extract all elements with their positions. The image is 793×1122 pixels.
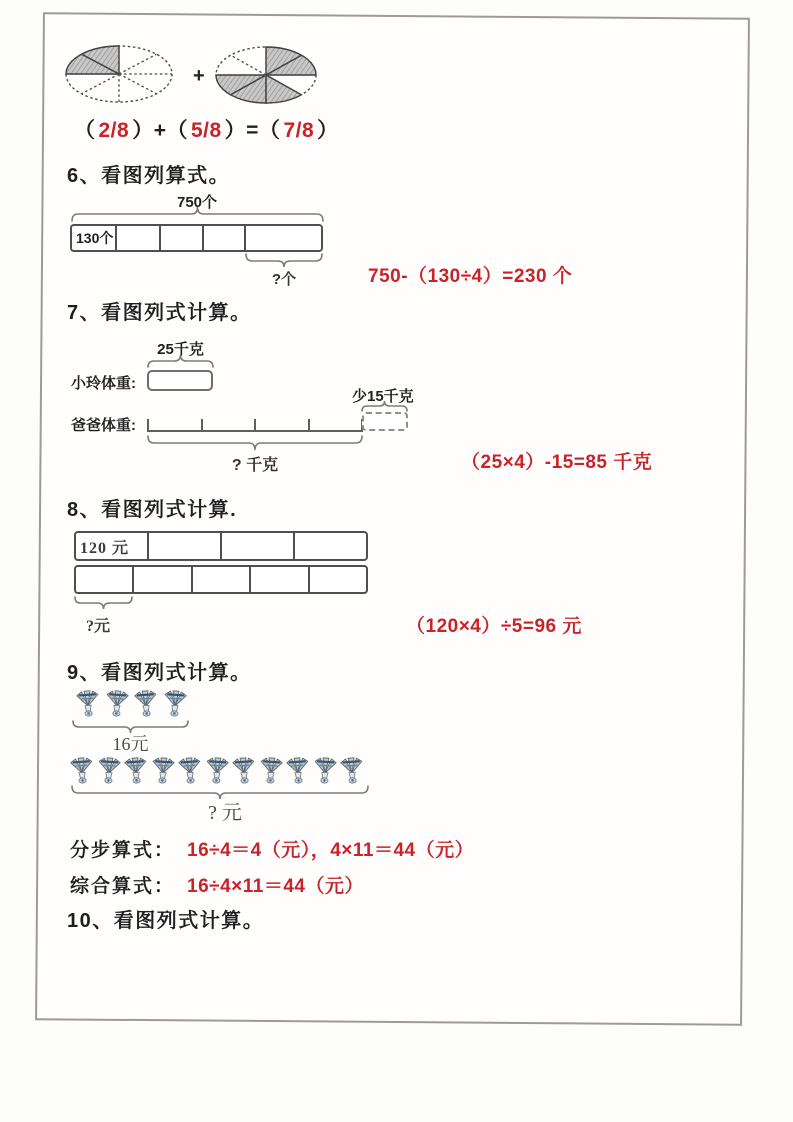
p9-combined-line (70, 871, 364, 898)
shuttlecock-icon (104, 689, 130, 721)
pie-slice-line (119, 54, 157, 74)
problem8-title: 8、看图列式计算. (67, 499, 238, 521)
shuttlecock-icon (258, 756, 284, 788)
bar-cell (251, 567, 309, 592)
p6-bottom-brace (245, 253, 323, 268)
pie-slice-line (119, 74, 157, 94)
shuttlecock-icon (75, 689, 101, 721)
p7-dad-bar (147, 419, 363, 432)
p9-row1-price: 16元 (112, 734, 149, 754)
p7-top-brace (147, 354, 214, 368)
comb-segment (201, 419, 255, 430)
fraction-2: 5/8 (190, 119, 222, 142)
shuttlecock-icon (69, 756, 95, 788)
p6-answer: 750-（130÷4）=230 个 (368, 266, 573, 287)
shuttlecock-icon (204, 756, 230, 788)
paren-close: ） (317, 119, 339, 142)
shuttlecock-icon (231, 756, 257, 788)
fraction-3: 7/8 (283, 119, 315, 142)
p9-step-label: 分步算式： (70, 840, 176, 861)
shuttlecock-icon (123, 756, 149, 788)
fraction-equation (74, 114, 339, 144)
p7-xiaoling-bar (147, 370, 213, 391)
bar-cell (204, 226, 246, 250)
p9-step-answer: 16÷4＝4（元），4×11＝44（元） (187, 840, 475, 861)
p9-row2-price: ? 元 (208, 802, 242, 824)
p6-question-label: ?个 (271, 271, 297, 288)
fraction-pies-figure (60, 40, 340, 112)
bar-cell (72, 226, 117, 250)
shuttlecock-icon (177, 756, 203, 788)
p9-step-line (70, 835, 474, 862)
p7-top-label: 25千克 (157, 341, 204, 358)
shuttlecock-icon (285, 756, 311, 788)
p7-less-brace (361, 400, 408, 412)
problem9-title: 9、看图列式计算。 (67, 662, 252, 684)
bar-cell (117, 226, 162, 250)
p7-answer: （25×4）-15=85 千克 (461, 452, 653, 473)
pie-shaded-sector (266, 75, 301, 103)
shuttlecock-icon (96, 756, 122, 788)
bar-cell (246, 226, 321, 250)
bar-cell (295, 533, 366, 559)
p8-bottom-brace (74, 596, 133, 610)
bar-cell (222, 533, 295, 559)
paren-mid-1: ）+（ (132, 119, 188, 142)
paren-mid-2: ）=（ (224, 119, 281, 142)
p9-combined-label: 综合算式： (70, 876, 176, 897)
bar-cell (310, 567, 366, 592)
p8-bar-top (74, 531, 368, 561)
plus-sign: + (193, 65, 205, 87)
p9-row1 (76, 690, 187, 720)
p9-combined-answer: 16÷4×11＝44（元） (187, 876, 364, 897)
bar-cell-label: 120 元 (80, 539, 130, 557)
p7-bottom-brace (147, 435, 363, 451)
bar-cell (161, 226, 204, 250)
paren-open: （ (74, 119, 96, 142)
problem7-title: 7、看图列式计算。 (67, 302, 252, 324)
p7-dashed-box (362, 412, 408, 431)
comb-segment (254, 419, 308, 430)
p8-question-label: ?元 (86, 618, 111, 635)
bar-cell (149, 533, 222, 559)
problem10-title: 10、看图列式计算。 (67, 910, 265, 932)
p8-bar-bottom (74, 565, 368, 594)
p6-top-brace (71, 206, 324, 222)
p7-less-label: 少15千克 (352, 388, 414, 405)
shuttlecock-icon (339, 756, 365, 788)
p6-bar (70, 224, 323, 252)
fraction-1: 2/8 (98, 119, 130, 142)
p6-total-label: 750个 (176, 194, 218, 211)
comb-segment (147, 419, 201, 430)
bar-cell (76, 533, 149, 559)
p7-question-label: ? 千克 (231, 457, 279, 474)
pie-slice-line (231, 55, 266, 75)
p7-row2-label: 爸爸体重: (71, 417, 136, 434)
p9-row2 (70, 757, 364, 787)
bar-cell-label: 130个 (76, 230, 114, 246)
bar-cell (193, 567, 251, 592)
p7-row1-label: 小玲体重: (71, 375, 136, 392)
problem6-title: 6、看图列算式。 (67, 165, 231, 187)
bar-cell (76, 567, 134, 592)
shuttlecock-icon (133, 689, 159, 721)
shuttlecock-icon (312, 756, 338, 788)
pie-slice-line (82, 74, 120, 94)
shuttlecock-icon (150, 756, 176, 788)
shuttlecock-icon (162, 689, 188, 721)
comb-segment (308, 419, 364, 430)
p8-answer: （120×4）÷5=96 元 (406, 616, 582, 637)
bar-cell (134, 567, 192, 592)
